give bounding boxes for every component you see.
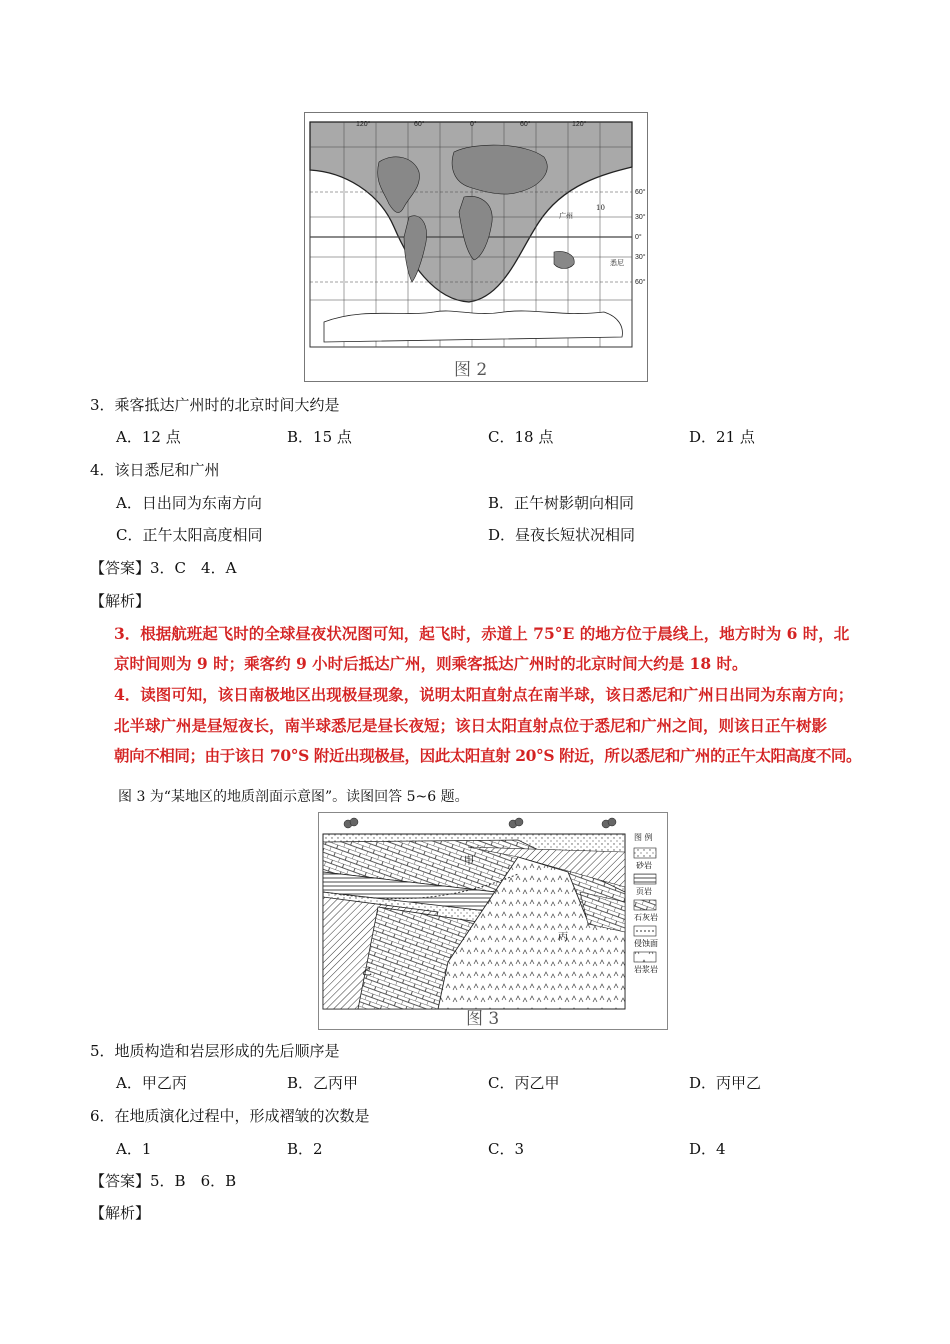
q5-option-a[interactable]: A．甲乙丙 <box>116 1074 187 1092</box>
label-yi: 乙 <box>362 967 372 978</box>
lat-label: 30° <box>635 214 646 221</box>
q6-option-c[interactable]: C．3 <box>488 1140 525 1158</box>
q5-option-b[interactable]: B．乙丙甲 <box>287 1074 359 1092</box>
answer-5-6: 【答案】5．B 6．B <box>90 1172 237 1190</box>
legend-sandstone: 砂岩 <box>636 861 652 870</box>
q4-stem: 4．该日悉尼和广州 <box>90 461 220 479</box>
q5-option-c[interactable]: C．丙乙甲 <box>488 1074 560 1092</box>
fig3-intro: 图 3 为“某地区的地质剖面示意图”。读图回答 5~6 题。 <box>118 789 469 805</box>
legend-igneous: 岩浆岩 <box>634 965 658 974</box>
q3-option-d[interactable]: D．21 点 <box>689 428 755 446</box>
explanation-line: 北半球广州是昼短夜长，南半球悉尼是昼长夜短；该日太阳直射点位于悉尼和广州之间，则该日正午树影 <box>114 716 828 735</box>
analysis-label-1: 【解析】 <box>90 592 151 610</box>
lon-label: 0° <box>470 121 477 128</box>
q6-option-d[interactable]: D．4 <box>689 1140 726 1158</box>
figure-2-caption: 图 2 <box>454 360 488 380</box>
explanation-line: 朝向不相同；由于该日 70°S 附近出现极昼，因此太阳直射 20°S 附近，所以悉尼和广州的正午太阳高度不同。 <box>114 746 862 765</box>
q6-option-a[interactable]: A．1 <box>116 1140 152 1158</box>
place-guangzhou: 广州 <box>559 212 573 220</box>
explanation-line: 3．根据航班起飞时的全球昼夜状况图可知，起飞时，赤道上 75°E 的地方位于晨线上，地方时为 6 时，北 <box>114 624 850 643</box>
explanation-block <box>112 618 886 774</box>
marker-label: 10 <box>596 204 605 212</box>
q5-stem: 5．地质构造和岩层形成的先后顺序是 <box>90 1042 340 1060</box>
q4-option-c[interactable]: C．正午太阳高度相同 <box>116 526 263 544</box>
q5-option-d[interactable]: D．丙甲乙 <box>689 1074 762 1092</box>
explanation-line: 4．读图可知，该日南极地区出现极昼现象，说明太阳直射点在南半球，该日悉尼和广州日出同为东南方向； <box>114 685 854 704</box>
label-jia: 甲 <box>464 856 474 867</box>
q3-option-a[interactable]: A．12 点 <box>116 428 181 446</box>
legend-title: 图 例 <box>634 833 653 842</box>
world-daynight-map <box>304 112 648 382</box>
lon-label: 60° <box>520 121 531 128</box>
q4-option-d[interactable]: D．昼夜长短状况相同 <box>488 526 636 544</box>
lat-label: 60° <box>635 189 646 196</box>
lon-label: 60° <box>414 121 425 128</box>
lat-label: 0° <box>635 234 642 241</box>
place-sydney: 悉尼 <box>610 259 624 267</box>
q6-stem: 6．在地质演化过程中，形成褶皱的次数是 <box>90 1107 370 1125</box>
figure-2 <box>304 112 648 382</box>
q3-option-b[interactable]: B．15 点 <box>287 428 352 446</box>
legend-limestone: 石灰岩 <box>634 913 658 922</box>
legend-erosion: 侵蚀面 <box>634 939 658 948</box>
lon-label: 120° <box>356 121 371 128</box>
q6-option-b[interactable]: B．2 <box>287 1140 323 1158</box>
lon-label: 120° <box>572 121 587 128</box>
q3-stem: 3．乘客抵达广州时的北京时间大约是 <box>90 396 340 414</box>
analysis-label-2: 【解析】 <box>90 1204 151 1222</box>
q3-option-c[interactable]: C．18 点 <box>488 428 554 446</box>
q4-option-a[interactable]: A．日出同为东南方向 <box>116 494 262 512</box>
answer-3-4: 【答案】3．C 4．A <box>90 559 237 577</box>
q4-option-b[interactable]: B．正午树影朝向相同 <box>488 494 635 512</box>
lat-label: 30° <box>635 254 646 261</box>
legend-shale: 页岩 <box>636 887 652 896</box>
figure-3-caption: 图 3 <box>466 1009 500 1029</box>
label-bing: 丙 <box>558 932 568 943</box>
geologic-section <box>318 812 668 1030</box>
figure-3 <box>318 812 668 1030</box>
explanation-line: 京时间则为 9 时；乘客约 9 小时后抵达广州，则乘客抵达广州时的北京时间大约是 18 时。 <box>114 654 748 673</box>
lat-label: 60° <box>635 279 646 286</box>
